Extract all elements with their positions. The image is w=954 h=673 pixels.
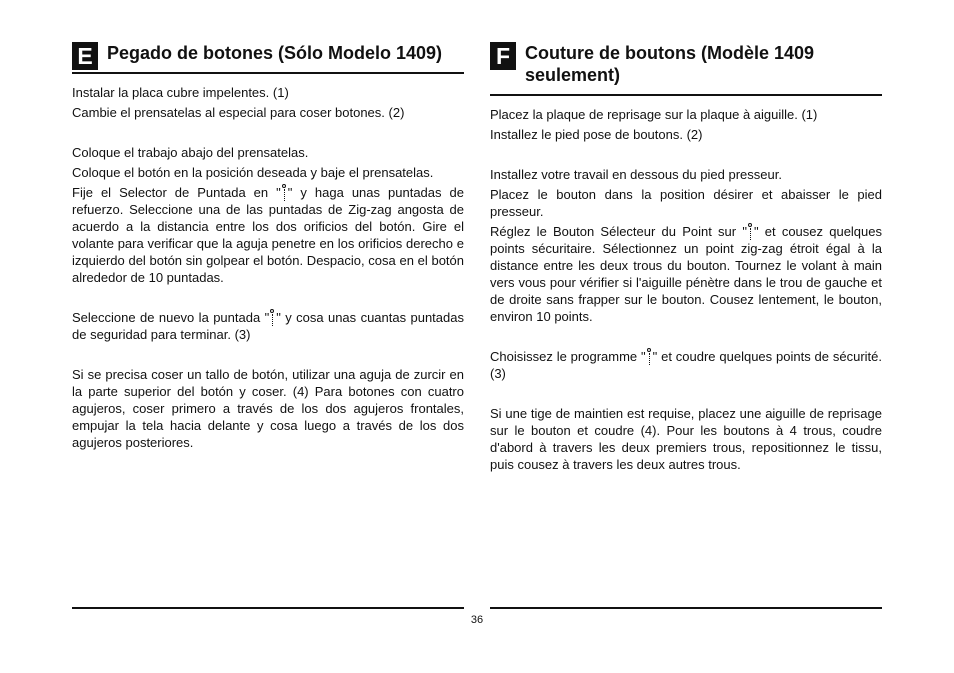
section-badge: E <box>72 42 98 70</box>
section-f-french <box>490 40 882 473</box>
straight-stitch-icon <box>646 348 653 365</box>
footer-rule-right <box>490 607 882 609</box>
section-heading <box>72 40 464 70</box>
straight-stitch-icon <box>747 223 754 240</box>
text-run: " et cousez quelques points sécuritaire. Sélectionnez un point zig-zag étroit égal à la distance entre les deux trous du bouton. Tournez le volant à main vers vous pour vérifier si l'aiguille pénètre dans le trou de gauche et de droite sans frapper sur le bouton. Cousez lentement, le bouton, environ 10 points. <box>490 224 882 324</box>
title-line: seulement) <box>525 65 621 85</box>
title-line: Couture de boutons (Modèle 1409 <box>525 43 815 63</box>
straight-stitch-icon <box>269 309 276 326</box>
title-rule <box>72 72 464 74</box>
paragraph <box>72 184 464 286</box>
section-e-spanish <box>72 40 464 451</box>
title-rule <box>490 94 882 96</box>
paragraph: Coloque el botón en la posición deseada y baje el prensatelas. <box>72 165 434 180</box>
paragraph: Placez la plaque de reprisage sur la plaque à aiguille. (1) <box>490 107 818 122</box>
text-run: " y haga unas puntadas de refuerzo. Seleccione una de las puntadas de Zig-zag angosta de acuerdo a la distancia entre los dos orificios del botón. Gire el volante para verificar que la aguja penetre en los orificios derecho e izquierdo del botón sin golpear el botón. Despacio, cosa en el botón alrededor de 10 puntadas. <box>72 185 464 285</box>
page-number: 36 <box>470 614 484 626</box>
straight-stitch-icon <box>281 184 288 201</box>
text-run: Seleccione de nuevo la puntada " <box>72 310 270 325</box>
paragraph: Instalar la placa cubre impelentes. (1) <box>72 85 289 100</box>
text-run: Fije el Selector de Puntada en " <box>72 185 281 200</box>
paragraph: Placez le bouton dans la position désirer et abaisser le pied presseur. <box>490 187 882 219</box>
paragraph: Si se precisa coser un tallo de botón, utilizar una aguja de zurcir en la parte superior del botón y coser. (4) Para botones con cuatro agujeros, coser primero a través de los dos agujeros frontales, empujar la tela hacia delante y cosa luego a través de los dos agujeros posteriores. <box>72 367 464 450</box>
text-run: " y cosa unas cuantas puntadas de seguridad para terminar. (3) <box>72 310 464 342</box>
paragraph <box>490 348 882 382</box>
paragraph: Installez votre travail en dessous du pied presseur. <box>490 167 782 182</box>
text-run: Choisissez le programme " <box>490 349 646 364</box>
section-title: Pegado de botones (Sólo Modelo 1409) <box>107 43 443 63</box>
paragraph <box>72 309 464 343</box>
paragraph: Coloque el trabajo abajo del prensatelas. <box>72 145 309 160</box>
section-heading <box>490 40 882 86</box>
text-run: " et coudre quelques points de sécurité. (3) <box>490 349 882 381</box>
paragraph: Si une tige de maintien est requise, placez une aiguille de reprisage sur le bouton et coudre (4). Pour les boutons à 4 trous, coudre d'abord à travers les deux premiers trous, repositionnez le tissu, puis cousez à travers les deux autres trous. <box>490 406 882 472</box>
footer-rule-left <box>72 607 464 609</box>
section-title <box>525 42 814 86</box>
section-badge: F <box>490 42 516 70</box>
paragraph: Installez le pied pose de boutons. (2) <box>490 127 703 142</box>
text-run: Réglez le Bouton Sélecteur du Point sur " <box>490 224 747 239</box>
paragraph <box>490 223 882 325</box>
paragraph: Cambie el prensatelas al especial para coser botones. (2) <box>72 105 405 120</box>
